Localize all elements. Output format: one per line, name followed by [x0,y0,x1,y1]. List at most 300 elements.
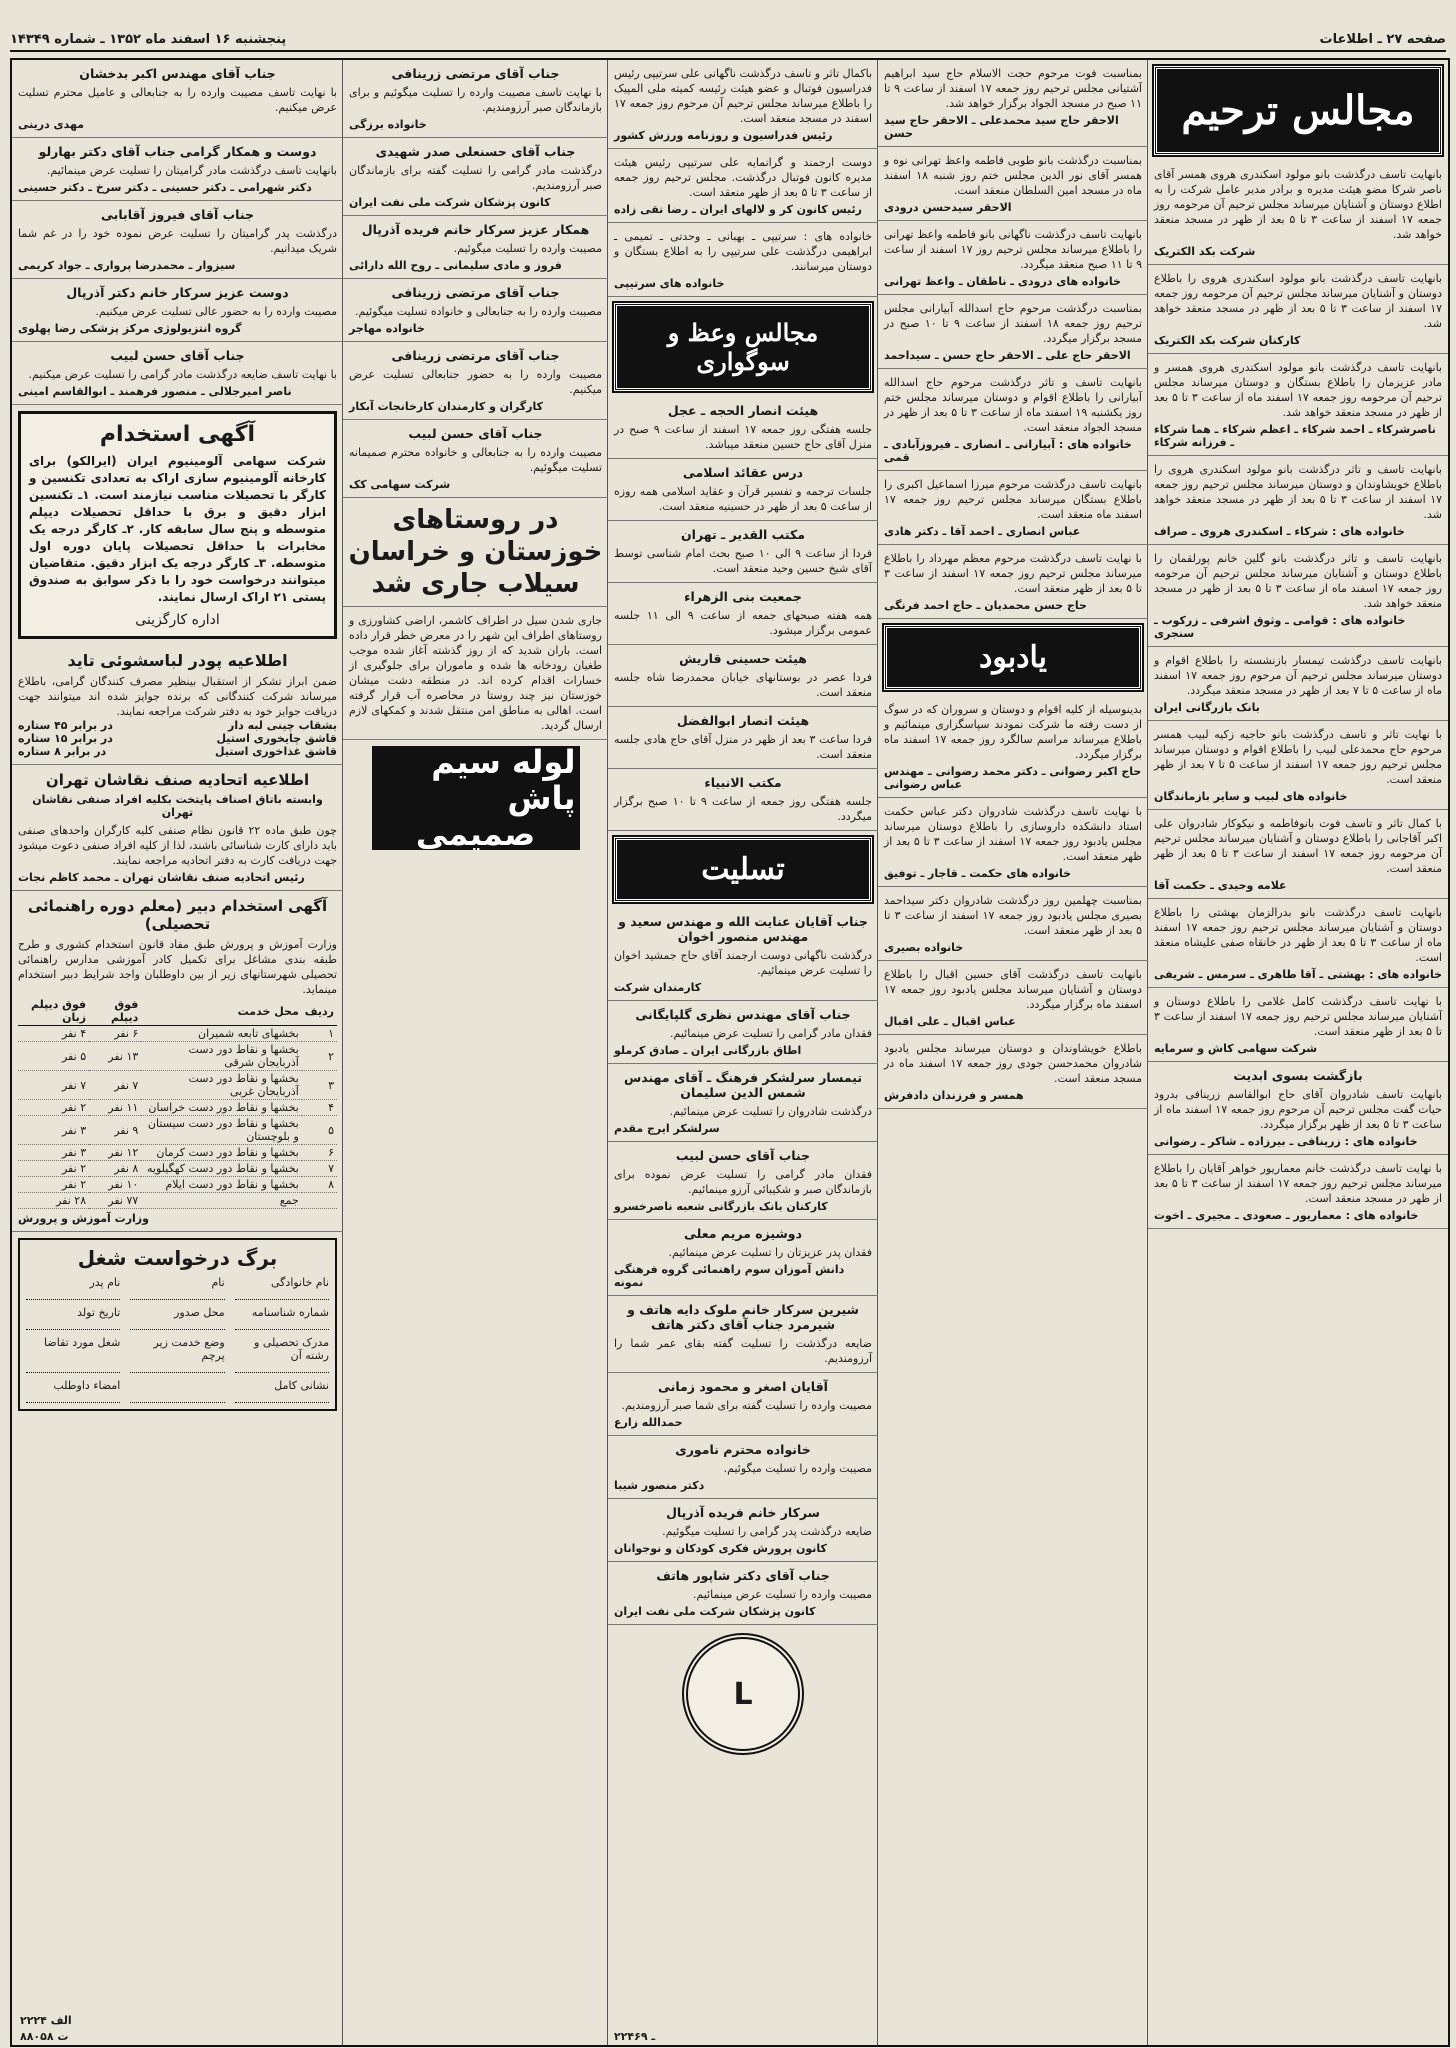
form-field-label[interactable]: تاریخ تولد [26,1306,120,1330]
notice [343,420,608,498]
form-field-label[interactable]: نام پدر [26,1276,120,1300]
notice [608,60,878,149]
notice [878,147,1148,221]
notice-signature: کانون پرورش فکری کودکان و نوجوانان [614,1542,827,1555]
tide-notice [12,645,343,765]
notice-signature: علامه وحیدی ـ حکمت آقا [1154,879,1287,892]
notice-title: هیئت انصار ابوالفضل [676,713,810,728]
table-row [18,1177,337,1193]
prize-list [18,719,337,758]
notice-body: فقدان پدر عزیزتان را تسلیت عرض مینمائیم. [668,1246,872,1259]
notice-title: جناب آقای حسنعلی صدر شهیدی [375,144,576,159]
notice-title: جناب آقای مهندس اکبر بدخشان [79,66,276,81]
notice-signature: رئیس کانون کر و لالهای ایران ـ رضا تقی زاده [614,203,862,216]
painters-body: چون طبق ماده ۲۲ قانون نظام صنفی کلیه کارگران واحدهای صنفی باید دارای کارت شناسائی باشند، لذا از کلیه افراد صنفی دعوت میشود جهت دریافت کارت به دفتر اتحادیه مراجعه نمایند. [18,824,337,867]
notice [1148,647,1448,721]
notice-title: جناب آقای مرتضی زرینافی [391,66,560,81]
notice-title: هیئت انصار الحجه ـ عجل [667,403,819,418]
table-cell: ۱۳ نفر [89,1042,141,1071]
notice [878,221,1148,295]
notice-signature: همسر و فرزندان دادفرش [884,1089,1024,1102]
notice [608,1142,878,1220]
notice [343,60,608,138]
advert-logo-title: لوله سیم پاش [431,743,576,817]
notice-body: بانهایت تاسف درگذشت بانو مولود اسکندری هروی را باطلاع دوستان و آشنایان میرساند مجلس ترحیم آن مرحومه روز جمعه ۱۷ اسفند از ساعت ۳ تا ۵ بعد از ظهر در مسجد منعقد خواهد شد. [1154,272,1443,330]
notice [608,521,878,583]
notice-body: بانهایت تاسف درگذشت تیمسار بازنشسته را باطلاع اقوام و دوستان میرساند مجلس ترحیم آن مرحوم روز جمعه ۱۷ اسفند ماه از ساعت ۵ تا ۷ بعد از ظهر در مسجد منعقد میگردد. [1154,654,1442,697]
positions-table [18,997,337,1209]
notice-body: با نهایت تاسف درگذشت شادروان دکتر عباس حکمت استاد دانشکده داروسازی را باطلاع دوستان میرساند مجلس یادبود روز جمعه ۱۷ اسفند از ساعت ۳ تا ۵ بعد از ظهر منعقد است. [884,805,1143,863]
table-cell: ۷۷ نفر [89,1193,141,1209]
table-cell: ۲ نفر [18,1161,89,1177]
table-cell: ۹ نفر [89,1116,141,1145]
notice [608,583,878,645]
notice [343,342,608,420]
banner-sermons: مجالس وعظ و سوگواری [614,303,872,391]
notice-list [343,60,608,498]
prize-label: قاشق چایخوری استیل [216,732,337,745]
notice-body: درگذشت شادروان را تسلیت عرض مینمائیم. [669,1105,872,1118]
condolence-list [608,908,878,1625]
table-cell: بخشها و نقاط دور دست کرمان [141,1145,301,1161]
banner-memorial-services: مجالس ترحیم [1154,66,1442,155]
table-cell: ۵ [302,1116,337,1145]
notice-signature: گروه انتزیولوژی مرکز پزشکی رضا پهلوی [18,322,242,335]
table-cell: ۱۰ نفر [89,1177,141,1193]
teacher-sign: وزارت آموزش و پرورش [18,1212,149,1225]
notice-title: همکار عزیز سرکار خانم فریده آذرپال [361,222,590,237]
table-cell: ۷ [302,1161,337,1177]
prize-value: در برابر ۱۵ ستاره [18,732,113,745]
notice [12,60,343,138]
table-cell: ۴ نفر [18,1026,89,1042]
notice-body: درگذشت پدر گرامیتان را تسلیت عرض نموده خود را در غم شما شریک میدانیم. [18,227,337,255]
notice-body: با نهایت تاسف درگذشت کامل غلامی را باطلاع دوستان و آشنایان میرساند مجلس ترحیم روز جمعه ۱۷ اسفند از ساعت ۳ تا ۵ بعد از ظهر منعقد است. [1154,995,1442,1038]
table-cell [302,1193,337,1209]
notice [1148,988,1448,1062]
table-header-cell: ردیف [302,997,337,1026]
notice [608,1373,878,1436]
notice-title: جناب آقای حسن لبیب [675,1148,811,1163]
notice-body: فردا از ساعت ۹ الی ۱۰ صبح بحث امام شناسی توسط آقای شیخ حسین وحید منعقد است. [614,547,872,575]
table-row [18,1145,337,1161]
notice [878,295,1148,369]
notice-signature: خانواده های : قوامی ـ وثوق اشرفی ـ زرکوب ـ سنجری [1154,614,1406,640]
notice-signature: سرلشکر ایرج مقدم [614,1122,720,1135]
notice-signature: خانواده های : شرکاء ـ اسکندری هروی ـ صراف [1154,525,1405,538]
form-field-label[interactable]: نشانی کامل [235,1379,329,1403]
table-header-cell: محل خدمت [141,997,301,1026]
notice-body: جلسه هفتگی روز جمعه از ساعت ۹ تا ۱۰ صبح برگزار میگردد. [614,795,872,823]
notice [12,279,343,342]
teacher-hiring-notice [12,891,343,1232]
notice-signature: خانواده های : آبیارانی ـ انصاری ـ فیروزآبادی ـ قمی [884,438,1132,464]
table-cell: بخشهای تابعه شمیران [141,1026,301,1042]
flood-story-body: جاری شدن سیل در اطراف کاشمر، اراضی کشاورزی و روستاهای اطراف این شهر را در معرض خطر قرار داده است. باران شدید که از روز گذشته آغاز شده موجب طغیان رودخانه ها شده و ماموران برای جلوگیری از خسارات اقدام کرده اند. در منطقه دشت میشان خوزستان نیز چند روستا در محاصره آب قرار گرفته است. اهالی به مناطق امن منتقل شدند و کمکهای لازم ارسال گردید. [349,614,602,732]
notice-body: خانواده های : سرتیپی ـ بهبانی ـ وحدتی ـ تمیمی ـ ابراهیمی درگذشت علی سرتیپی را به اطلاع بستگان و دوستان میرسانند. [614,230,872,273]
notice-title: دوست و همکار گرامی جناب آقای دکتر بهارلو [38,144,317,159]
notice [878,545,1148,619]
notice-signature: خانواده های : زرینافی ـ بیرزاده ـ شاکر ـ رضوانی [1154,1135,1418,1148]
notice-signature: الاحقر حاج علی ـ الاحقر حاج حسن ـ سیداحمد [884,349,1131,362]
notice-title: جناب آقای مرتضی زرینافی [391,285,560,300]
notice [878,798,1148,887]
notice-body: مصیبت وارده را تسلیت گفته برای شما صبر آرزومندیم. [621,1399,872,1412]
table-cell: ۵ نفر [18,1042,89,1071]
footer-ref: ـ ۲۲۴۶۹ [614,2030,656,2043]
notice [1148,545,1448,647]
table-cell: ۱ [302,1026,337,1042]
notice [608,1296,878,1373]
painters-sign: رئیس اتحادیه صنف نقاشان تهران ـ محمد کاظم نجات [18,871,305,884]
notice-body: مصیبت وارده را تسلیت میگوئیم. [723,1462,872,1475]
table-cell: بخشها و نقاط دور دست سیستان و بلوچستان [141,1116,301,1145]
notice-body: بانهایت تاسف درگذشت بانو مولود اسکندری هروی همسر آقای ناصر شرکا مضو هیئت مدیره و برادر مدیر عامل شرکت را به اطلاع دوستان و آشنایان میرساند مجلس ترحیم آن مرحومه روز جمعه ۱۷ اسفند از ساعت ۳ تا ۵ بعد از ظهر در مسجد منعقد خواهد شد. [1154,168,1443,241]
notice-body: با نهایت تاسف درگذشت مرحوم معظم مهرداد را باطلاع میرساند مجلس ترحیم روز جمعه ۱۷ اسفند از ساعت ۳ تا ۵ بعد از ظهر منعقد است. [884,552,1143,595]
column-news [342,60,608,2045]
notice-title: جناب آقای مهندس نظری گلپایگانی [635,1007,851,1022]
notice [343,216,608,279]
notice [1148,265,1448,354]
job-ad-alumin [18,411,337,639]
notice-body: بمناسبت چهلمین روز درگذشت شادروان دکتر سیداحمد بصیری مجلس یادبود روز جمعه ۱۷ اسفند از ساعت ۳ تا ۵ بعد از ظهر منعقد است. [884,894,1142,937]
table-cell: ۷ نفر [89,1071,141,1100]
page-footer-ref: ت ۸۸۰۵۸ [20,2030,69,2043]
table-cell: ۱۱ نفر [89,1100,141,1116]
notice [608,397,878,459]
table-cell: بخشها و نقاط دور دست آذربایجان شرقی [141,1042,301,1071]
table-header-cell: فوق دیپلم زبان [18,997,89,1026]
table-header-row [18,997,337,1026]
notice [878,369,1148,471]
job-ad-title: آگهی استخدام [99,422,256,447]
notice-signature: مهدی درینی [18,118,85,131]
form-field-label[interactable]: نام [130,1276,224,1300]
notice-body: بانهایت تاسف و تاثر درگذشت بانو گلین خانم پورلقمان را باطلاع دوستان و آشنایان میرساند مجلس ترحیم آن مرحومه روز جمعه ۱۷ اسفند ماه از ساعت ۳ تا ۵ بعد از ظهر در مسجد منعقد خواهد شد. [1154,552,1442,610]
notice [608,908,878,1001]
notice-title: درس عقائد اسلامی [682,465,804,480]
tide-body: ضمن ابراز تشکر از استقبال بینظیر مصرف کنندگان گرامی، باطلاع میرساند شرکت کنندگانی که برنده جوایز شده اند میتوانند جهت دریافت جوایز خود به دفتر شرکت مراجعه نمایند. [18,675,337,718]
notice [12,138,343,201]
table-row [18,1161,337,1177]
table-cell: ۶ نفر [89,1026,141,1042]
notice-body: مصیبت وارده را به جنابعالی و خانواده تسلیت میگوئیم. [355,305,602,318]
table-cell: ۲ [302,1042,337,1071]
date-line: پنجشنبه ۱۶ اسفند ماه ۱۳۵۲ ـ شماره ۱۴۳۴۹ [10,31,287,47]
form-title: برگ درخواست شغل [77,1246,278,1270]
newspaper-page [10,58,1450,2047]
notice-title: سرکار خانم فریده آذرپال [666,1505,820,1520]
table-cell: ۸ نفر [89,1161,141,1177]
notice-signature: خانواده های : معماریور ـ صعودی ـ مجیری ـ اخوت [1154,1209,1419,1222]
prize-label: قاشق غذاخوری استیل [215,745,337,758]
notice-body: جلسه هفتگی روز جمعه ۱۷ اسفند از ساعت ۹ صبح در منزل آقای حاج حسین منعقد میباشد. [614,423,872,451]
table-row [18,1071,337,1100]
form-field-label[interactable]: وضع خدمت زیر پرچم [130,1336,224,1373]
notice-body: فقدان مادر گرامی را تسلیت عرض نموده برای بازماندگان صبر و شکیبائی آرزو مینمائیم. [614,1168,872,1196]
notice [878,696,1148,798]
notice-signature: خانواده مهاجر [349,322,425,335]
table-cell: ۳ نفر [18,1145,89,1161]
column-memorial [877,60,1148,2045]
notice [878,961,1148,1035]
notice-signature: عباس اقبال ـ علی اقبال [884,1015,1016,1028]
notice-body: بمناسبت درگذشت مرحوم حاج اسدالله آبیارانی مجلس ترحیم روز جمعه ۱۸ اسفند از ساعت ۹ تا ۱۰ صبح در مسجد برگزار میگردد. [884,302,1143,345]
notice-title: جناب آقایان عنایت الله و مهندس سعید و مهندس منصور اخوان [618,914,868,944]
notice-signature: خانواده های : بهشتی ـ آقا طاهری ـ سرمس ـ شریفی [1153,968,1442,981]
notice-body: بانهایت تاسف درگذشت آقای حسین اقبال را باطلاع دوستان و آشنایان میرساند مجلس یادبود روز جمعه ۱۷ اسفند ماه برگزار میگردد. [884,968,1142,1011]
notice [608,1220,878,1296]
notice [608,223,878,297]
table-row [18,1100,337,1116]
notice-body: ضایعه درگذشت پدر گرامی را تسلیت میگوئیم. [662,1525,872,1538]
notice-signature: رئیس فدراسیون و روزنامه ورزش کشور [614,129,833,142]
notice-body: باکمال تاثر و تاسف درگذشت ناگهانی علی سرتیپی رئیس فدراسیون فوتبال و عضو هیئت رئیسه کمیته ملی المپیک را باطلاع میرساند مجلس ترحیم آن مرحوم روز جمعه ۱۷ اسفند در مسجد منعقد است. [614,67,872,125]
prize-row [18,719,337,732]
notice-title: تیمسار سرلشکر فرهنگ ـ آقای مهندس شمس الدین سلیمان [623,1070,863,1100]
prize-value: در برابر ۴۵ ستاره [18,719,113,732]
notice-body: مصیبت وارده را تسلیت عرض مینمائیم. [692,1588,872,1601]
table-cell: ۲ نفر [18,1100,89,1116]
table-header-cell: فوق دیپلم [89,997,141,1026]
table-row [18,1193,337,1209]
notice-title: دوشیزه مریم معلی [684,1226,802,1241]
notice-signature: کانون پزشکان شرکت ملی نفت ایران [614,1605,816,1618]
notice-signature: دکتر شهرامی ـ دکتر حسینی ـ دکتر سرخ ـ دکتر حسینی [18,181,312,194]
notice-title: جناب آقای فیروز آقابابی [101,207,254,222]
notice [12,201,343,279]
notice-body: بمناسبت درگذشت بانو طوبی فاطمه واعظ تهرانی نوه و همسر آقای نور الدین مجلس ختم روز شنبه ۱۸ اسفند ماه در مسجد امین السلطان منعقد است. [884,154,1142,197]
notice-title: جمعیت بنی الزهراء [684,589,802,604]
tide-title: اطلاعیه پودر لباسشوئی تاید [67,651,288,670]
notice-body: بانهایت تاسف درگذشت مرحوم میرزا اسماعیل اکبری را باطلاع بستگان میرساند مجلس ترحیم روز جمعه ۱۷ اسفند ماه منعقد است. [884,478,1142,521]
form-field-label[interactable]: مدرک تحصیلی و رشته آن [235,1336,329,1373]
notice-title: مکتب الانبیاء [704,775,782,790]
notice-body: با نهایت تاسف ضایعه درگذشت مادر گرامی را تسلیت عرض میکنیم. [28,368,337,381]
notice-signature: خانواده های درودی ـ ناطقان ـ واعظ تهرانی [884,275,1121,288]
form-field-label[interactable]: نام خانوادگی [235,1276,329,1300]
job-application-form [18,1238,337,1411]
notice-list [878,60,1148,619]
table-cell: ۱۲ نفر [89,1145,141,1161]
notice [1148,899,1448,988]
notice-body: بدینوسیله از کلیه اقوام و دوستان و سروران که در سوگ از دست رفته ما شرکت نمودند سپاسگزاری مینمائیم و باطلاع میرساند مراسم سالگرد روز جمعه ۱۷ اسفند ماه برگزار میگردد. [884,703,1142,761]
job-ad-sign: اداره کارگزینی [135,612,220,628]
notice-signature: کارکنان شرکت بکد الکتریک [1154,334,1301,347]
table-cell: ۲۸ نفر [18,1193,89,1209]
notice-body: فقدان مادر گرامی را تسلیت عرض مینمائیم. [670,1027,872,1040]
table-cell: بخشها و نقاط دور دست خراسان [141,1100,301,1116]
notice-title: دوست عزیز سرکار خانم دکتر آذرپال [66,285,289,300]
notice-signature: شرکت سهامی کک [349,478,451,491]
notice-signature: حاج حسن محمدیان ـ حاج احمد فرنگی [884,599,1087,612]
notice-list [1148,161,1448,1229]
notice-body: با نهایت تاسف درگذشت خانم معماریور خواهر آقایان را باطلاع میرساند مجلس ترحیم روز جمعه ۱۷ اسفند از ساعت ۳ تا ۵ بعد از ظهر در مسجد منعقد است. [1154,1162,1443,1205]
advert-logo [372,743,580,853]
notice-signature: شرکت سهامی کاش و سرمایه [1154,1042,1318,1055]
notice-body: بانهایت تاسف و تاثر درگذشت مرحوم حاج اسدالله آبیارانی را باطلاع اقوام و دوستان میرساند مجلس ختم روز یکشنبه ۱۹ اسفند ماه از ساعت ۳ تا ۵ بعد از ظهر در مسجد الجواد منعقد است. [884,376,1142,434]
table-row [18,1116,337,1145]
notice-signature: دکتر منصور شیبا [614,1479,705,1492]
notice-title: آقایان اصغر و محمود زمانی [658,1379,828,1394]
prize-row [18,732,337,745]
table-cell: ۳ نفر [18,1116,89,1145]
notice-signature: کارکنان بانک بازرگانی شعبه ناصرخسرو [614,1200,828,1213]
painters-subtitle: وابسته باتاق اصناف پایتخت بکلیه افراد صنفی نقاشان تهران [32,793,323,819]
table-cell: ۷ نفر [18,1071,89,1100]
notice [608,769,878,831]
column-sermons-condolences [607,60,878,2045]
table-cell: ۶ [302,1145,337,1161]
notice-body: بانهایت تاسف شادروان آقای حاج ابوالقاسم زرینافی بدرود حیات گفت مجلس ترحیم آن مرحوم روز جمعه ۱۷ اسفند ماه از ساعت ۳ تا ۵ بعد از ظهر برگزار میگردد. [1154,1088,1442,1131]
notice-body: درگذشت مادر گرامی را تسلیت گفته برای بازماندگان صبر آرزومندیم. [349,164,602,192]
notice [1148,161,1448,265]
notice-signature: ناصرشرکاء ـ احمد شرکاء ـ اعظم شرکاء ـ هما شرکاء ـ فرزانه شرکاء [1154,423,1436,449]
notice-body: بمناسبت فوت مرحوم حجت الاسلام حاج سید ابراهیم آشتیانی مجلس ترحیم روز جمعه ۱۷ اسفند از ساعت ۹ تا ۱۱ صبح در مسجد الجواد برگزار خواهد شد. [884,67,1142,110]
painters-union-notice [12,765,343,891]
notice-body: بانهایت تاسف درگذشت ناگهانی بانو فاطمه واعظ تهرانی را باطلاع میرساند مجلس ترحیم روز ۱۷ اسفند از ساعت ۹ تا ۱۱ صبح منعقد میگردد. [884,228,1142,271]
notice-list [12,60,343,405]
banner-remembrance: یادبود [884,625,1142,690]
notice-body: فردا ساعت ۳ بعد از ظهر در منزل آقای حاج هادی جلسه منعقد است. [614,733,872,761]
memorial-list [878,696,1148,1109]
notice [878,60,1148,147]
notice-title: بازگشت بسوی ابدیت [1233,1068,1363,1083]
notice-body: با نهایت تاسف مصیبت وارده را تسلیت میگوئیم و برای بازماندگان صبر آرزومندیم. [349,86,602,114]
notice [608,149,878,223]
form-field-label[interactable]: شغل مورد تقاضا [26,1336,120,1373]
notice-title: جناب آقای حسن لبیب [408,426,543,441]
notice [1148,1155,1448,1229]
prize-label: بشقاب چینی لبه دار [228,719,337,732]
table-cell: ۴ [302,1100,337,1116]
notice-signature: شرکت بکد الکتریک [1154,245,1256,258]
notice-signature: کانون پزشکان شرکت ملی نفت ایران [349,196,551,209]
sermon-list [608,397,878,831]
table-row [18,1026,337,1042]
notice-title: مکتب القدیر ـ تهران [680,527,805,542]
notice-title: جناب آقای دکتر شاپور هاتف [656,1568,830,1583]
notice-signature: حاج اکبر رضوانی ـ دکتر محمد رضوانی ـ مهندس عباس رضوانی [884,765,1142,791]
notice [1148,721,1448,810]
notice-signature: عباس انصاری ـ احمد آقا ـ دکتر هادی [884,525,1081,538]
form-field-label[interactable] [130,1379,224,1403]
notice-body: با نهایت تاسف مصیبت وارده را به جنابعالی و عامیل محترم تسلیت عرض میکنیم. [18,86,337,114]
notice-body: باطلاع خویشاوندان و دوستان میرساند مجلس یادبود شادروان محمدحسن جودی روز جمعه ۱۷ اسفند ماه در مسجد منعقد است. [884,1042,1142,1085]
notice-body: با کمال تاثر و تاسف فوت بانوفاطمه و نیکوکار شادروان علی اکبر آقاجانی را باطلاع دوستان و آشنایان میرساند مجلس ترحیم آن مرحومه روز جمعه ۱۷ اسفند از ساعت ۳ تا ۵ بعد از ظهر منعقد است. [1154,817,1443,875]
notice-signature: خانواده های سرتیپی [614,277,725,290]
notice [343,279,608,342]
notice-title: شیرین سرکار خانم ملوک دایه هاتف و شیرمرد جناب آقای دکتر هاتف [627,1302,859,1332]
notice-body: بانهایت تاسف درگذشت بانو بدرالزمان بهشتی را باطلاع دوستان و آشنایان میرساند مجلس ترحیم روز جمعه ۱۷ اسفند ماه از ساعت ۳ تا ۵ بعد از ظهر در خانقاه صفی علیشاه منعقد است. [1154,906,1442,964]
footer-ref: الف ۲۲۲۴ [20,2014,72,2027]
notice-signature: اطاق بازرگانی ایران ـ صادق کرملو [614,1044,802,1057]
teacher-title: آگهی استخدام دبیر (معلم دوره راهنمائی تحصیلی) [27,897,328,933]
form-field-label[interactable]: محل صدور [130,1306,224,1330]
table-cell: ۳ [302,1071,337,1100]
page-label: صفحه ۲۷ ـ اطلاعات [1319,31,1446,47]
notice-title: هیئت حسینی قاریش [679,651,807,666]
notice-body: جلسات ترجمه و تفسیر قرآن و عقاید اسلامی همه روزه از ساعت ۵ بعد از ظهر در حسینیه منعقد است. [614,485,872,513]
notice [1148,456,1448,545]
notice-body: مصیبت وارده را تسلیت میگوئیم. [453,242,602,255]
lions-club-emblem: L [682,1633,804,1755]
flood-headline: در روستاهای خوزستان و خراسان سیلاب جاری شد [343,498,608,607]
notice [608,1064,878,1142]
notice-body: بانهایت تاسف درگذشت مادر گرامیتان را تسلیت عرض مینمائیم. [46,164,337,177]
notice [343,138,608,216]
notice [878,471,1148,545]
table-cell: بخشها و نقاط دور دست ایلام [141,1177,301,1193]
table-cell: بخشها و نقاط دور دست کهگیلویه [141,1161,301,1177]
notice [608,645,878,707]
notice-title: جناب آقای مرتضی زرینافی [391,348,560,363]
notice [878,1035,1148,1109]
notice-body: بانهایت تاسف و تاثر درگذشت بانو مولود اسکندری هروی را باطلاع خویشاوندان و دوستان میرساند مجلس ترحیم روز جمعه ۱۷ اسفند از ساعت ۳ تا ۵ بعد از ظهر در مسجد منعقد خواهد شد. [1154,463,1443,521]
notice-signature: خانواده بصیری [884,941,964,954]
notice-body: مصیبت وارده را به جنابعالی و خانواده محترم صمیمانه تسلیت میگوئیم. [349,446,602,474]
notice-signature: کارگران و کارمندان کارخانجات آبکار [349,400,544,413]
notice [1148,810,1448,899]
notice-signature: کارمندان شرکت [614,981,702,994]
notice-body: درگذشت ناگهانی دوست ارجمند آقای حاج جمشید اخوان را تسلیت عرض مینمائیم. [614,949,872,977]
job-ad-body: شرکت سهامی آلومینیوم ایران (ایرالکو) برای کارخانه آلومینیوم سازی اراک به تعدادی تکنسین و کارگر با تحصیلات مناسب نیازمند است. ۱ـ تکنسین ابزار دقیق و برق با حداقل تحصیلات دیپلم متوسطه و پنج سال سابقه کار. ۲ـ کارگر درجه یک مخابرات با حداقل تحصیلات پایان دوره اول متوسطه. ۳ـ کارگر درجه یک ابزار دقیق. متقاضیان میتوانند درخواست خود را با ذکر سوابق به صندوق پستی ۲۱ اراک ارسال نمایند. [29,454,327,604]
notice-body: دوست ارجمند و گرانمایه علی سرتیپی رئیس هیئت مدیره کانون فوتبال درگذشت. مجلس ترحیم روز جمعه از ساعت ۳ تا ۵ بعد از ظهر منعقد است. [614,156,872,199]
flood-story [343,607,608,740]
notice-body: مصیبت وارده را به حضور جنابعالی تسلیت عرض میکنیم. [349,368,602,396]
advert-logo-subtitle: صمیمی [415,815,536,853]
notice-signature: ناصر امیرجلالی ـ منصور فرهمند ـ ابوالقاسم امینی [18,385,292,398]
notice-signature: سیزوار ـ محمدرضا پرواری ـ جواد کریمی [18,259,236,272]
notice [608,1562,878,1625]
notice [1148,354,1448,456]
notice-body: ضایعه درگذشت را تسلیت گفته بقای عمر شما را آرزومندیم. [614,1337,872,1365]
notice-signature: بانک بازرگانی ایران [1154,701,1260,714]
notice [12,342,343,405]
notice-signature: دانش آموزان سوم راهنمائی گروه فرهنگی نمونه [614,1263,845,1289]
form-field-label[interactable]: امضاء داوطلب [26,1379,120,1403]
prize-row [18,745,337,758]
table-cell: ۲ نفر [18,1177,89,1193]
banner-condolence: تسلیت [614,837,872,902]
notice-signature: خانواده های حکمت ـ قاجار ـ توفیق [884,867,1072,880]
form-field-label[interactable]: شماره شناسنامه [235,1306,329,1330]
notice-body: همه هفته صبحهای جمعه از ساعت ۹ الی ۱۱ جلسه عمومی برگزار میشود. [614,609,872,637]
notice-signature: فروز و مادی سلیمانی ـ روح الله دارائی [349,259,562,272]
notice [608,1499,878,1562]
notice [608,707,878,769]
notice [608,459,878,521]
notice-signature: حمدالله زارع [614,1416,683,1429]
teacher-body: وزارت آموزش و پرورش طبق مفاد قانون استخدام کشوری و طرح طبقه بندی مشاغل برای تکمیل کادر آموزشی مدارس راهنمائی تحصیلی شهرستانهای زیر از بین داوطلبان واجد شرایط دبیر استخدام مینماید. [18,938,337,996]
painters-title: اطلاعیه اتحادیه صنف نقاشان تهران [45,771,310,789]
table-row [18,1042,337,1071]
page-header [10,28,1446,52]
notice-signature: الاحقر سیدحسن درودی [884,201,1012,214]
notice-signature: الاحقر حاج سید محمدعلی ـ الاحقر حاج سید حسن [884,114,1119,140]
notice [608,1001,878,1064]
form-fields [26,1276,329,1403]
column-advertisements [12,60,343,2045]
notice [1148,1062,1448,1155]
table-cell: بخشها و نقاط دور دست آذربایجان غربی [141,1071,301,1100]
column-obituaries [1147,60,1448,2045]
notice-title: جناب آقای حسن لبیب [110,348,245,363]
notice-list [608,60,878,297]
table-cell: جمع [141,1193,301,1209]
notice-body: مصیبت وارده را به حضور عالی تسلیت عرض میکنیم. [95,305,337,318]
notice-body: با نهایت تاثر و تاسف درگذشت بانو حاجیه زکیه لبیب همسر مرحوم حاج محمدعلی لبیب را باطلاع اقوام و دوستان میرساند مجلس ترحیم روز جمعه ۱۷ اسفند از ساعت ۵ تا ۷ بعد از ظهر منعقد است. [1154,728,1443,786]
